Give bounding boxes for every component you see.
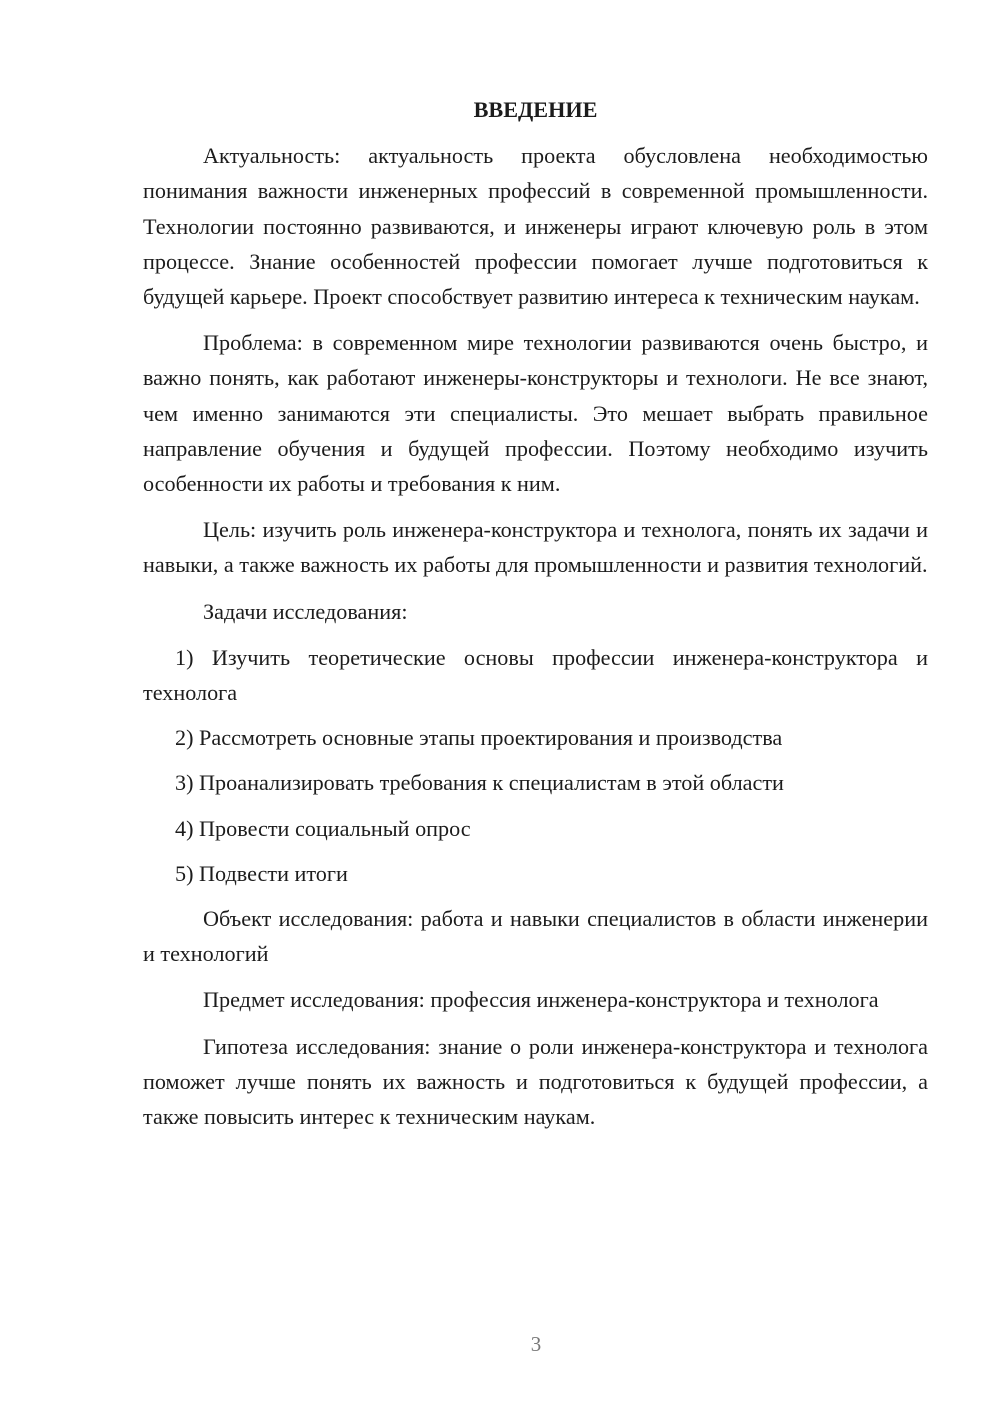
goal-paragraph: Цель: изучить роль инженера-конструктора и технолога, понять их задачи и навыки, а также важность их работы для промышленности и развития технологий.: [143, 517, 928, 578]
subject-paragraph: Предмет исследования: профессия инженера-конструктора и технолога: [203, 987, 879, 1013]
page-number: 3: [530, 1332, 542, 1356]
task-item-5: 5) Подвести итоги: [175, 860, 348, 886]
tasks-heading: Задачи исследования:: [203, 598, 408, 624]
relevance-paragraph: Актуальность: актуальность проекта обусловлена необходимостью понимания важности инженерных профессий в современной промышленности. Технологии постоянно развиваются, и инженеры играют ключевую роль в этом процессе. Знание особенностей профессии помогает лучше подготовиться к будущей карьере. Проект способствует развитию интереса к техническим наукам.: [143, 143, 928, 310]
task-item-4: 4) Провести социальный опрос: [175, 815, 471, 841]
problem-paragraph: Проблема: в современном мире технологии развиваются очень быстро, и важно понять, как работают инженеры-конструкторы и технологи. Не все знают, чем именно занимаются эти специалисты. Это мешает выбрать правильное направление обучения и будущей профессии. Поэтому необходимо изучить особенности их работы и требования к ним.: [143, 330, 928, 497]
task-item-2: 2) Рассмотреть основные этапы проектирования и производства: [175, 725, 783, 751]
section-title: ВВЕДЕНИЕ: [473, 97, 598, 122]
task-item-1: 1) Изучить теоретические основы профессии инженера-конструктора и технолога: [143, 644, 928, 706]
document-page: [143, 92, 928, 1145]
object-paragraph: Объект исследования: работа и навыки специалистов в области инженерии и технологий: [143, 906, 928, 967]
task-item-3: 3) Проанализировать требования к специалистам в этой области: [175, 770, 784, 796]
hypothesis-paragraph: Гипотеза исследования: знание о роли инженера-конструктора и технолога поможет лучше понять их важность и подготовиться к будущей профессии, а также повысить интерес к техническим наукам.: [143, 1033, 928, 1130]
